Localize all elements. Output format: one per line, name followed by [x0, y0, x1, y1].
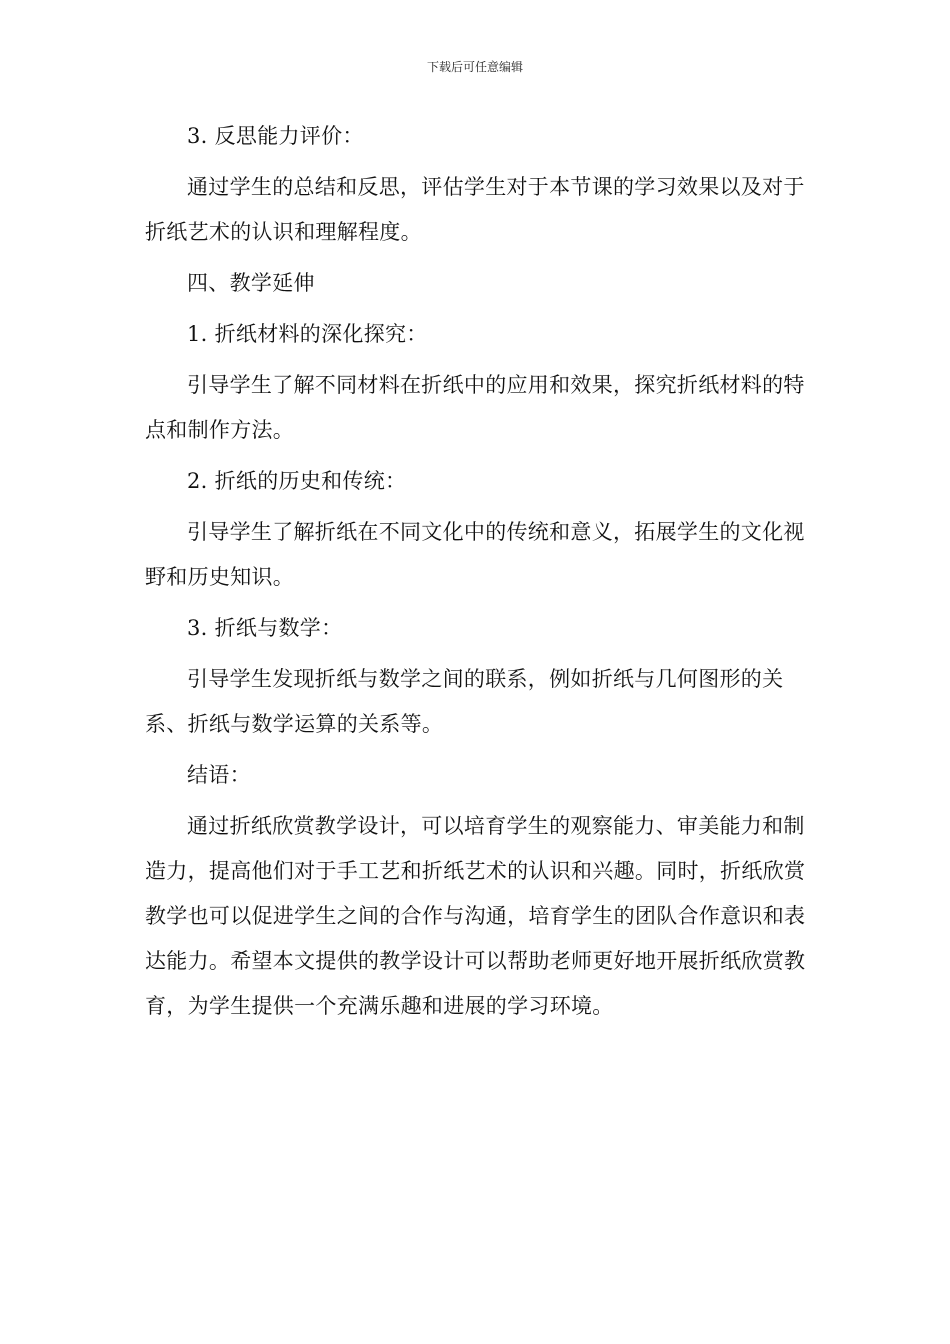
- paragraph-math-heading: 3. 折纸与数学：: [187, 616, 343, 640]
- paragraph-conclusion-body: 通过折纸欣赏教学设计，可以培育学生的观察能力、审美能力和制造力，提高他们对于手工艺和折纸艺术的认识和兴趣。同时，折纸欣赏教学也可以促进学生之间的合作与沟通，培育学生的团队合作意识和表达能力。希望本文提供的教学设计可以帮助老师更好地开展折纸欣赏教育，为学生提供一个充满乐趣和进展的学习环境。: [145, 814, 806, 1018]
- paragraph-history-body: 引导学生了解折纸在不同文化中的传统和意义，拓展学生的文化视野和历史知识。: [145, 520, 805, 589]
- paragraph-reflection-eval-body: 通过学生的总结和反思，评估学生对于本节课的学习效果以及对于折纸艺术的认识和理解程度。: [145, 175, 805, 244]
- paragraph-materials-heading: 1. 折纸材料的深化探究：: [187, 322, 428, 346]
- paragraph-materials-body: 引导学生了解不同材料在折纸中的应用和效果，探究折纸材料的特点和制作方法。: [145, 373, 805, 442]
- section-heading-teaching-extension: 四、教学延伸: [187, 271, 315, 295]
- page-header-note: 下载后可任意编辑: [426, 60, 523, 74]
- paragraph-math-body: 引导学生发现折纸与数学之间的联系，例如折纸与几何图形的关系、折纸与数学运算的关系等。: [145, 667, 784, 736]
- document-body: [145, 114, 815, 1035]
- paragraph-reflection-eval-heading: 3. 反思能力评价：: [187, 124, 364, 148]
- section-heading-conclusion: 结语：: [187, 763, 251, 787]
- paragraph-history-heading: 2. 折纸的历史和传统：: [187, 469, 407, 493]
